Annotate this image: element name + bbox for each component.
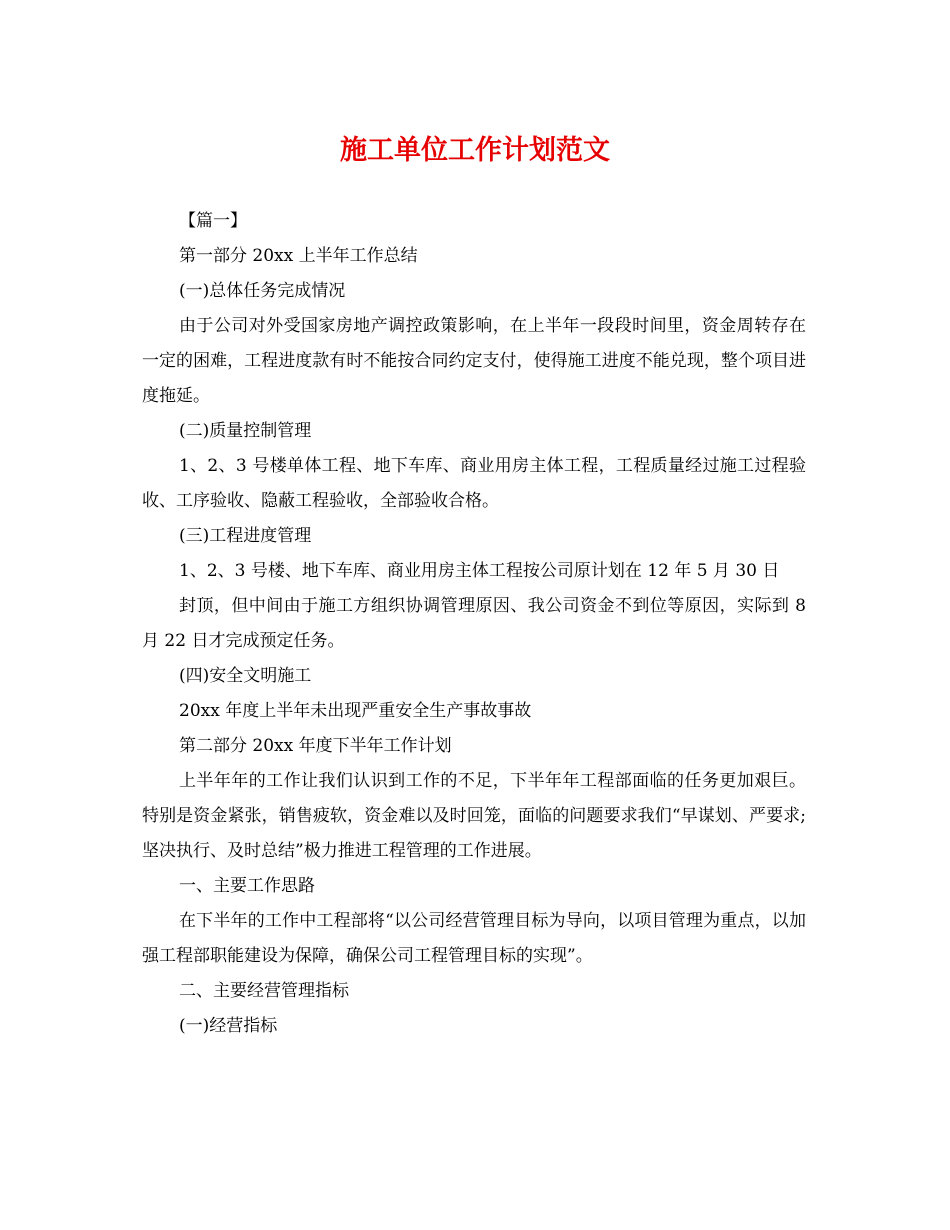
heading-management-indicators: 二、主要经营管理指标 (179, 981, 349, 1001)
subheading-overall-tasks: (一)总体任务完成情况 (179, 281, 346, 301)
heading-main-ideas: 一、主要工作思路 (179, 876, 315, 896)
paragraph-safety: 20xx 年度上半年未出现严重安全生产事故事故 (179, 701, 532, 721)
subheading-safety: (四)安全文明施工 (179, 666, 312, 686)
paragraph-quality-acceptance: 1、2、3 号楼单体工程、地下车库、商业用房主体工程，工程质量经过施工过程验收、工序验收、隐蔽工程验收，全部验收合格。 (142, 456, 806, 511)
paragraph-second-half-outlook: 上半年年的工作让我们认识到工作的不足，下半年年工程部面临的任务更加艰巨。特别是资金紧张，销售疲软，资金难以及时回笼，面临的问题要求我们“早谋划、严要求;坚决执行、及时总结”极力推进工程管理的工作进展。 (142, 771, 806, 861)
part-two-heading: 第二部分 20xx 年度下半年工作计划 (179, 736, 452, 756)
paragraph-main-ideas: 在下半年的工作中工程部将“以公司经营管理目标为导向，以项目管理为重点，以加强工程部职能建设为保障，确保公司工程管理目标的实现”。 (142, 911, 806, 966)
part-one-heading: 第一部分 20xx 上半年工作总结 (179, 246, 418, 266)
paragraph-progress-delay: 封顶，但中间由于施工方组织协调管理原因、我公司资金不到位等原因，实际到 8 月 22 日才完成预定任务。 (142, 596, 806, 651)
paragraph-funding-issues: 由于公司对外受国家房地产调控政策影响，在上半年一段段时间里，资金周转存在一定的困难，工程进度款有时不能按合同约定支付，使得施工进度不能兑现，整个项目进度拖延。 (142, 316, 806, 406)
document-title: 施工单位工作计划范文 (340, 135, 610, 166)
paragraph-progress-plan: 1、2、3 号楼、地下车库、商业用房主体工程按公司原计划在 12 年 5 月 30 日 (179, 561, 780, 581)
section-label: 【篇一】 (179, 211, 247, 231)
subheading-business-indicators: (一)经营指标 (179, 1016, 278, 1036)
document-body (142, 204, 806, 1044)
subheading-progress-management: (三)工程进度管理 (179, 526, 312, 546)
subheading-quality-control: (二)质量控制管理 (179, 421, 312, 441)
